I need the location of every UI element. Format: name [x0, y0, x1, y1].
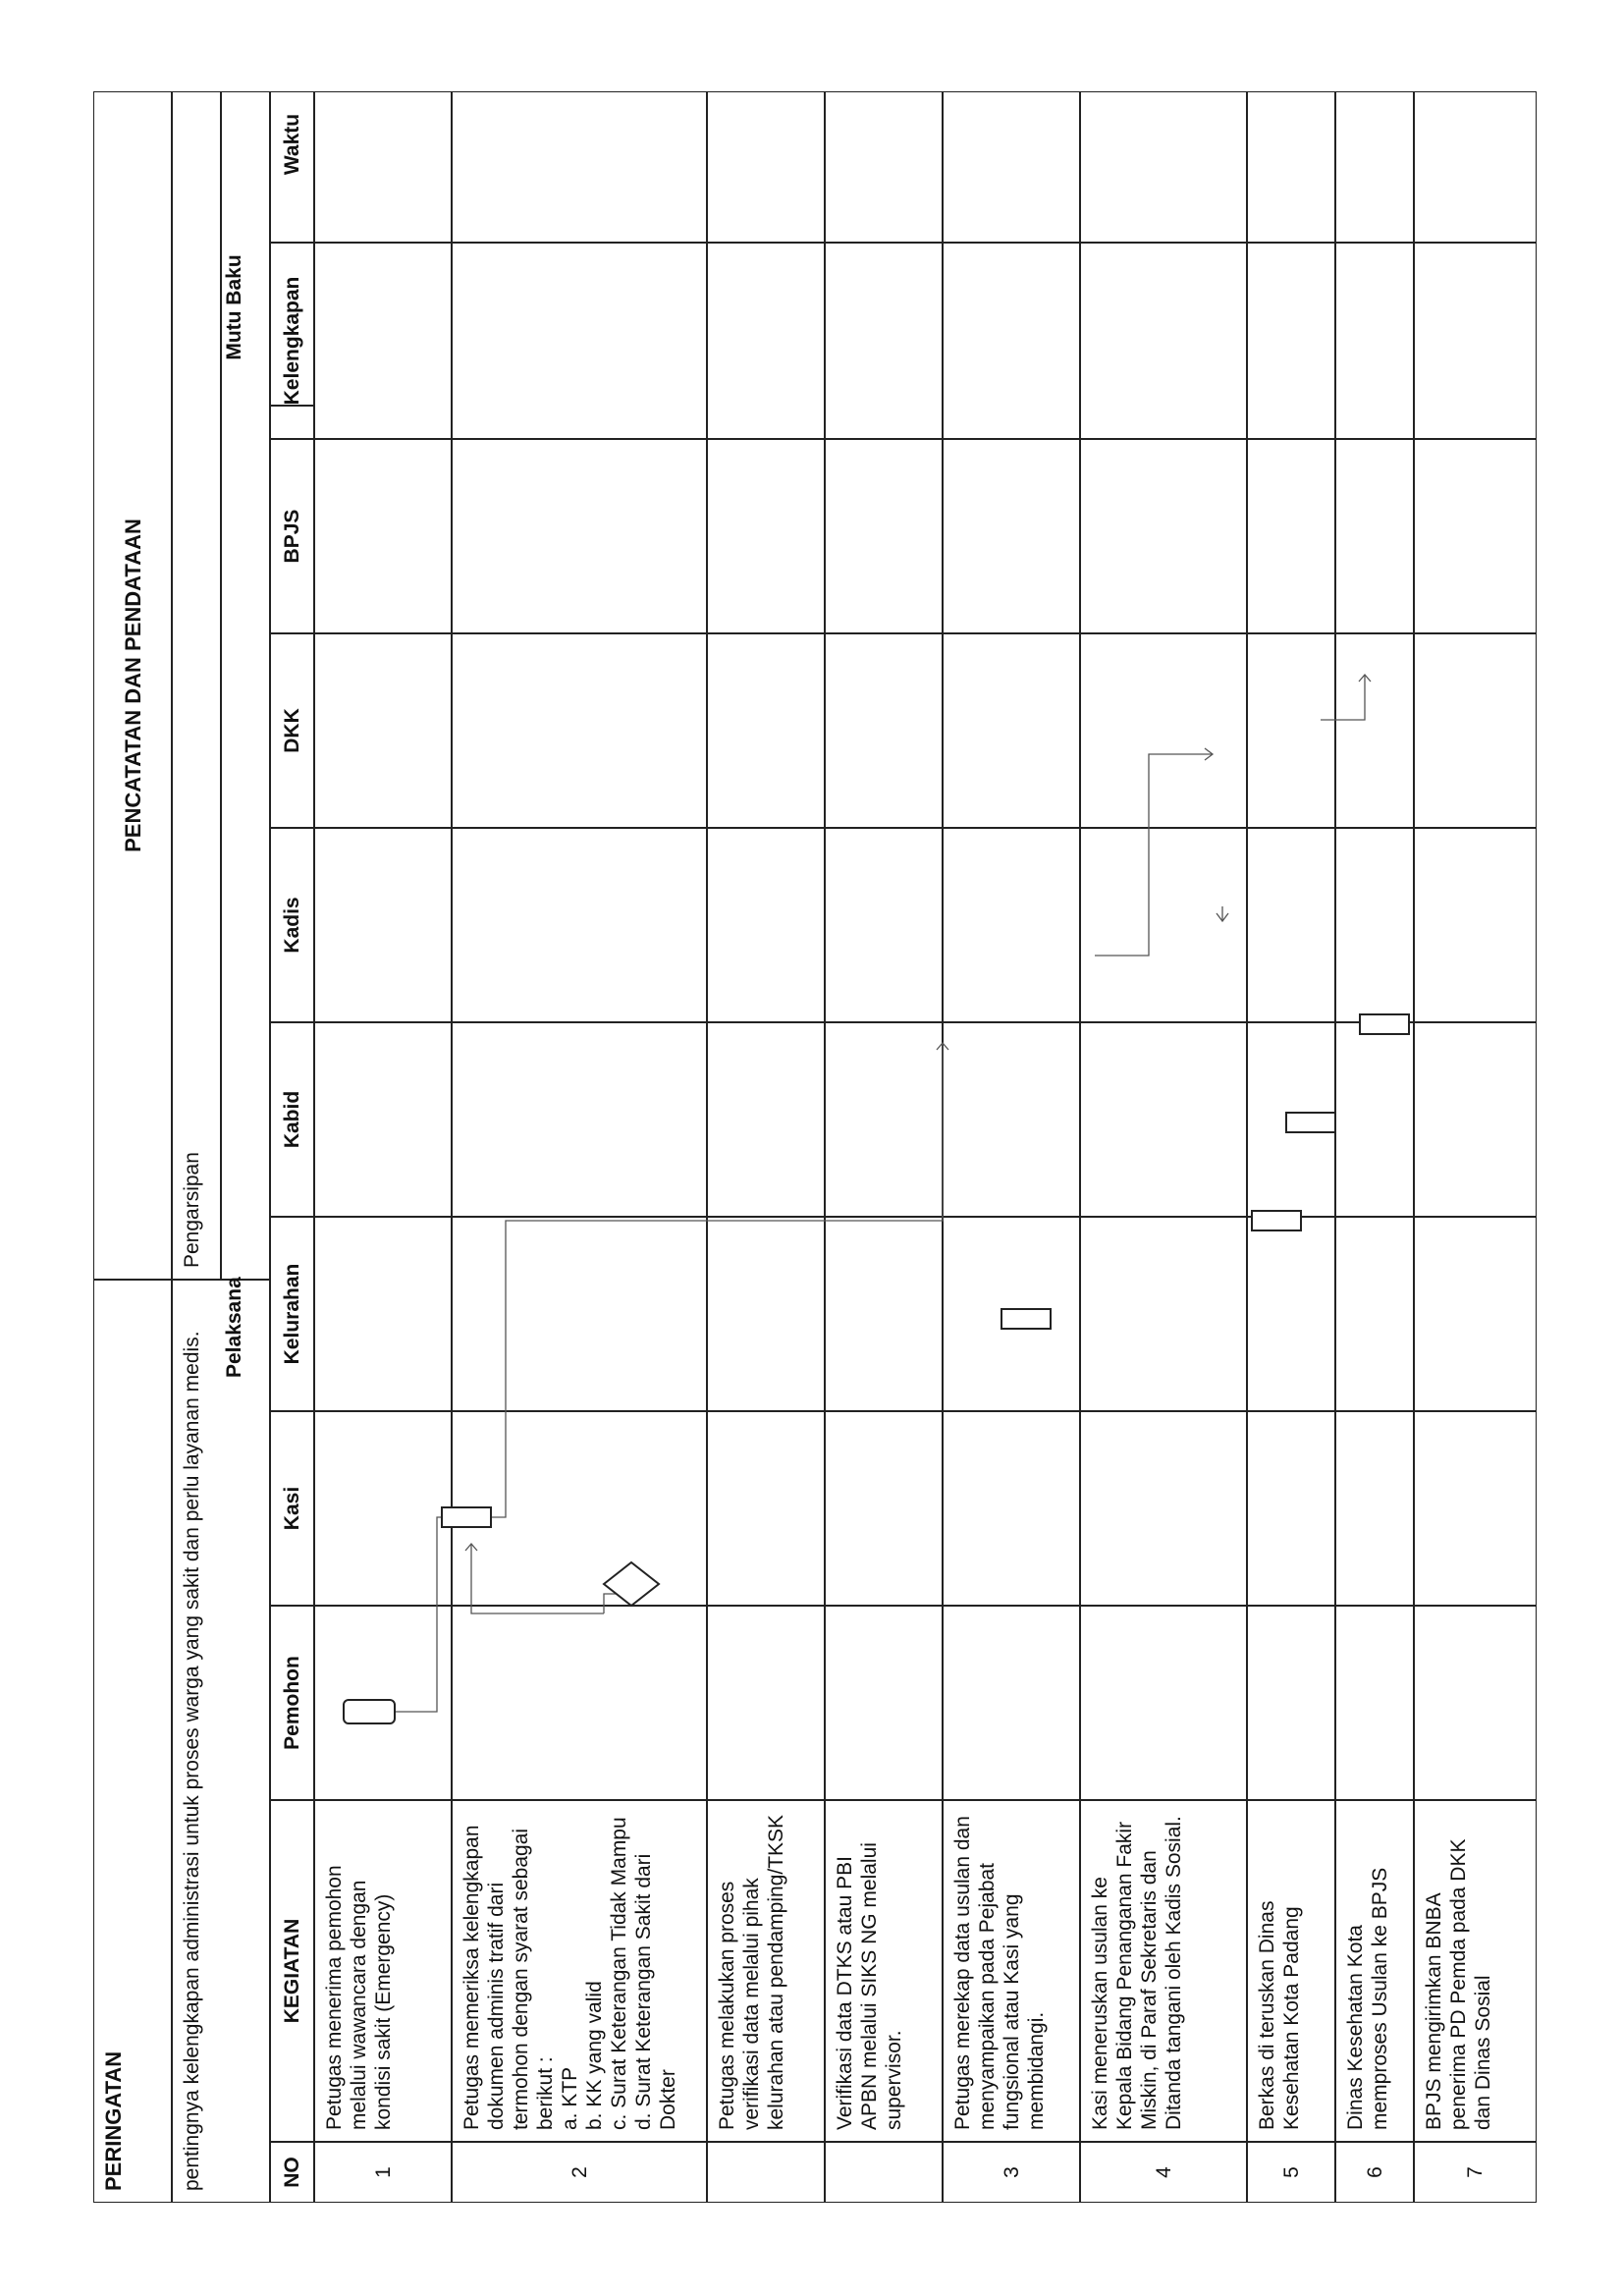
- col-header-kegiatan: KEGIATAN: [281, 1918, 303, 2024]
- header-left-title: PERINGATAN: [101, 2050, 126, 2191]
- col-header-kelurahan: Kelurahan: [281, 1263, 303, 1365]
- row-2-kegiatan: [452, 1800, 707, 2142]
- flow-process-kadis: [1252, 1211, 1301, 1230]
- col-header-bpjs: BPJS: [281, 509, 303, 564]
- row-2b-kegiatan: Petugas melakukan proses verifikasi data melalui pihak kelurahan atau pendamping/TKSK: [716, 1814, 787, 2130]
- col-header-kasi: Kasi: [281, 1486, 303, 1531]
- row-2c-kegiatan: Verifikasi data DTKS atau PBI APBN melalui SIKS NG melalui supervisor.: [834, 1842, 905, 2130]
- header-right-note: Pengarsipan: [181, 1152, 203, 1268]
- col-header-dkk: DKK: [281, 708, 303, 753]
- header-left-note: pentingnya kelengkapan administrasi untuk proses warga yang sakit dan perlu layanan medis.: [181, 1331, 203, 2191]
- col-header-kelengkapan: Kelengkapan: [281, 276, 303, 406]
- col-header-no: NO: [281, 2157, 303, 2188]
- row-3-no: 3: [1000, 2166, 1023, 2178]
- col-header-kadis: Kadis: [281, 897, 303, 954]
- header-right-title: PENCATATAN DAN PENDATAAN: [120, 519, 145, 852]
- sop-table: [93, 91, 1537, 2203]
- row-1-kegiatan: Petugas menerima pemohon melalui wawancara dengan kondisi sakit (Emergency): [323, 1865, 395, 2130]
- row-4-kegiatan: Kasi meneruskan usulan ke Kepala Bidang Penanganan Fakir Miskin, di Paraf Sekretaris dan Ditanda tangani oleh Kadis Sosial.: [1089, 1816, 1185, 2130]
- row-1-no: 1: [371, 2166, 395, 2178]
- row-6-kegiatan: Dinas Kesehatan Kota memproses Usulan ke BPJS: [1344, 1867, 1391, 2130]
- flow-process-kabid: [1001, 1309, 1051, 1329]
- row-2-item-d: d. Surat Keterangan Sakit dari Dokter: [632, 1853, 679, 2130]
- row-3-kegiatan: Petugas merekap data usulan dan menyampaikan pada Pejabat fungsional atau Kasi yang membidangi.: [951, 1816, 1048, 2130]
- row-2-item-b: b. KK yang valid: [583, 1981, 606, 2130]
- row-5-kegiatan: Berkas di teruskan Dinas Kesehatan Kota Padang: [1256, 1900, 1303, 2130]
- col-header-output: [270, 0, 314, 46]
- col-header-kabid: Kabid: [281, 1090, 303, 1149]
- flow-process-dkk: [1286, 1113, 1335, 1132]
- row-4-no: 4: [1152, 2166, 1175, 2178]
- col-header-mutu-baku: Mutu Baku: [223, 254, 245, 360]
- col-header-pelaksana: Pelaksana: [223, 1277, 245, 1378]
- col-header-pemohon: Pemohon: [281, 1656, 303, 1750]
- row-2-no: 2: [568, 2166, 591, 2178]
- row-2-item-a: a. KTP: [559, 2066, 581, 2130]
- row-7-no: 7: [1464, 2166, 1487, 2178]
- row-7-kegiatan: BPJS mengirimkan BNBA penerima PD Pemda pada DKK dan Dinas Sosial: [1423, 1838, 1494, 2130]
- flow-start-terminator: [344, 1700, 395, 1723]
- flow-process-kasi: [442, 1507, 491, 1527]
- col-header-waktu: Waktu: [281, 113, 303, 176]
- row-5-no: 5: [1279, 2166, 1303, 2178]
- flow-decision-kelurahan: [604, 1562, 659, 1606]
- row-2-item-c: c. Surat Keterangan Tidak Mampu: [608, 1817, 630, 2130]
- row-6-no: 6: [1363, 2166, 1386, 2178]
- flow-process-bpjs: [1360, 1014, 1409, 1034]
- row-2-kegiatan-text: Petugas memeriksa kelengkapan dokumen adminis tratif dari termohon dengan syarat sebagai berikut :: [460, 1825, 557, 2130]
